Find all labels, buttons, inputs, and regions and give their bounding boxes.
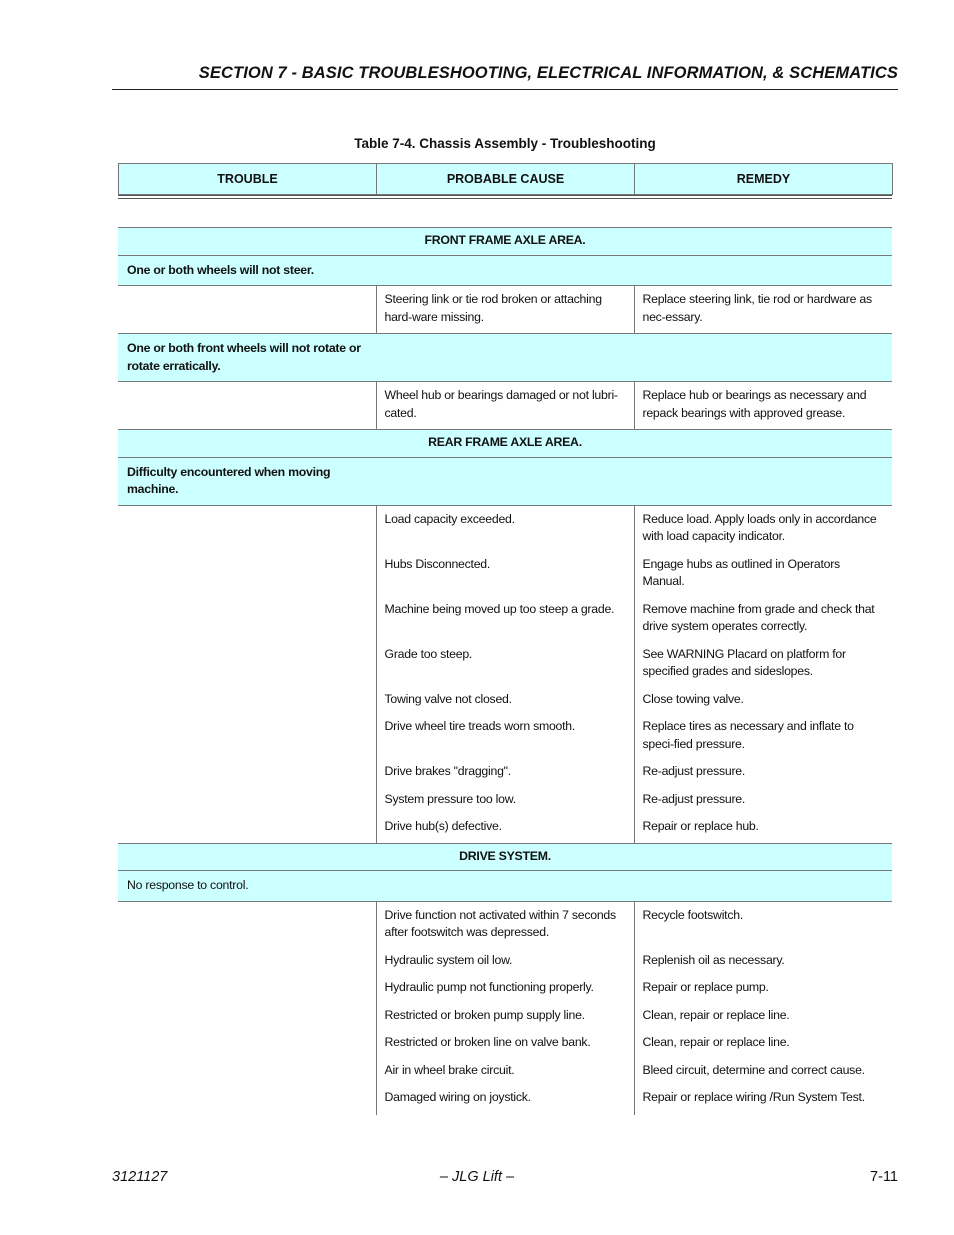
cause-cell: System pressure too low. xyxy=(376,786,634,814)
remedy-cell: Repair or replace wiring /Run System Test. xyxy=(642,1090,865,1104)
remedy-cell: Clean, repair or replace line. xyxy=(642,1035,790,1049)
trouble-text: One or both front wheels will not rotate or rotate erratically. xyxy=(118,334,892,382)
table-row xyxy=(118,1029,892,1057)
cause-cell: Restricted or broken pump supply line. xyxy=(376,1002,634,1030)
trouble-cell xyxy=(118,1029,376,1057)
trouble-cell xyxy=(118,641,376,686)
table-row xyxy=(118,551,892,596)
cause-cell: Air in wheel brake circuit. xyxy=(376,1057,634,1085)
section-title-front-frame-axle: FRONT FRAME AXLE AREA. xyxy=(118,228,892,256)
trouble-cell xyxy=(118,1057,376,1085)
cause-cell: Load capacity exceeded. xyxy=(376,505,634,551)
cause-cell: Hydraulic system oil low. xyxy=(376,947,634,975)
trouble-text: Difficulty encountered when moving machine. xyxy=(118,457,892,505)
remedy-cell: Repair or replace pump. xyxy=(642,980,769,994)
section-title-drive-system: DRIVE SYSTEM. xyxy=(118,843,892,871)
trouble-cell xyxy=(118,813,376,843)
table-caption: Table 7-4. Chassis Assembly - Troubleshooting xyxy=(354,136,656,151)
remedy-cell: Replace tires as necessary and inflate to speci-fied pressure. xyxy=(642,719,854,751)
cause-cell: Damaged wiring on joystick. xyxy=(376,1084,634,1115)
section-title-rear-frame-axle: REAR FRAME AXLE AREA. xyxy=(118,430,892,458)
remedy-cell: Bleed circuit, determine and correct cause. xyxy=(642,1062,865,1077)
table-row xyxy=(118,1057,892,1085)
trouble-cell xyxy=(118,1002,376,1030)
trouble-cell xyxy=(118,713,376,758)
cause-cell: Towing valve not closed. xyxy=(376,686,634,714)
table-header xyxy=(118,163,893,195)
title-rule xyxy=(112,89,898,90)
table-row xyxy=(118,901,892,947)
footer-brand: – JLG Lift – xyxy=(439,1169,515,1185)
remedy-cell: Re-adjust pressure. xyxy=(642,764,746,778)
cause-cell: Steering link or tie rod broken or attaching hard-ware missing. xyxy=(376,286,634,334)
cause-cell: Drive function not activated within 7 seconds after footswitch was depressed. xyxy=(376,901,634,947)
remedy-cell: Remove machine from grade and check that drive system operates correctly. xyxy=(642,601,875,633)
trouble-text: No response to control. xyxy=(118,871,892,902)
cause-cell: Restricted or broken line on valve bank. xyxy=(376,1029,634,1057)
trouble-cell xyxy=(118,947,376,975)
troubleshooting-table xyxy=(118,227,892,1115)
trouble-cell xyxy=(118,286,376,334)
remedy-cell: Close towing valve. xyxy=(642,691,744,706)
remedy-cell: Clean, repair or replace line. xyxy=(642,1007,790,1022)
trouble-row xyxy=(118,871,892,902)
header-rule xyxy=(118,195,892,196)
cause-cell: Drive hub(s) defective. xyxy=(376,813,634,843)
remedy-cell: Recycle footswitch. xyxy=(642,907,743,922)
remedy-cell: Reduce load. Apply loads only in accordance with load capacity indicator. xyxy=(642,511,877,543)
table-row xyxy=(118,596,892,641)
remedy-cell: Engage hubs as outlined in Operators Manual. xyxy=(642,556,840,588)
trouble-text: One or both wheels will not steer. xyxy=(118,255,892,286)
table-row xyxy=(118,382,892,430)
cause-cell: Drive wheel tire treads worn smooth. xyxy=(376,713,634,758)
remedy-cell: See WARNING Placard on platform for specified grades and sideslopes. xyxy=(642,646,846,678)
trouble-cell xyxy=(118,686,376,714)
trouble-cell xyxy=(118,1084,376,1115)
trouble-cell xyxy=(118,758,376,786)
section-row xyxy=(118,430,892,458)
cause-cell: Drive brakes "dragging". xyxy=(376,758,634,786)
cause-cell: Hubs Disconnected. xyxy=(376,551,634,596)
table-row xyxy=(118,1002,892,1030)
remedy-cell: Replenish oil as necessary. xyxy=(642,952,785,967)
table-row xyxy=(118,505,892,551)
remedy-cell: Repair or replace hub. xyxy=(642,819,759,833)
trouble-row xyxy=(118,457,892,505)
header-rule xyxy=(118,198,892,199)
trouble-cell xyxy=(118,551,376,596)
table-row xyxy=(118,813,892,843)
table-row xyxy=(118,758,892,786)
trouble-row xyxy=(118,255,892,286)
column-header-remedy: REMEDY xyxy=(635,164,893,195)
document-number: 3121127 xyxy=(112,1169,168,1185)
column-header-probable-cause: PROBABLE CAUSE xyxy=(377,164,635,195)
trouble-cell xyxy=(118,901,376,947)
table-row xyxy=(118,286,892,334)
trouble-cell xyxy=(118,786,376,814)
table-row xyxy=(118,713,892,758)
section-row xyxy=(118,843,892,871)
cause-cell: Machine being moved up too steep a grade. xyxy=(376,596,634,641)
remedy-cell: Replace steering link, tie rod or hardware as nec-essary. xyxy=(642,292,872,324)
table-row xyxy=(118,786,892,814)
page-number: 7-11 xyxy=(870,1169,898,1185)
table-row xyxy=(118,974,892,1002)
section-row xyxy=(118,228,892,256)
trouble-cell xyxy=(118,505,376,551)
table-row xyxy=(118,641,892,686)
table-row xyxy=(118,947,892,975)
trouble-row xyxy=(118,334,892,382)
cause-cell: Hydraulic pump not functioning properly. xyxy=(376,974,634,1002)
table-row xyxy=(118,686,892,714)
cause-cell: Grade too steep. xyxy=(376,641,634,686)
trouble-cell xyxy=(118,974,376,1002)
trouble-cell xyxy=(118,596,376,641)
section-title: SECTION 7 - BASIC TROUBLESHOOTING, ELECTRICAL INFORMATION, & SCHEMATICS xyxy=(198,64,898,82)
cause-cell: Wheel hub or bearings damaged or not lubri-cated. xyxy=(376,382,634,430)
column-header-trouble: TROUBLE xyxy=(119,164,377,195)
remedy-cell: Re-adjust pressure. xyxy=(642,791,746,806)
table-row xyxy=(118,1084,892,1115)
remedy-cell: Replace hub or bearings as necessary and repack bearings with approved grease. xyxy=(642,388,867,420)
trouble-cell xyxy=(118,382,376,430)
